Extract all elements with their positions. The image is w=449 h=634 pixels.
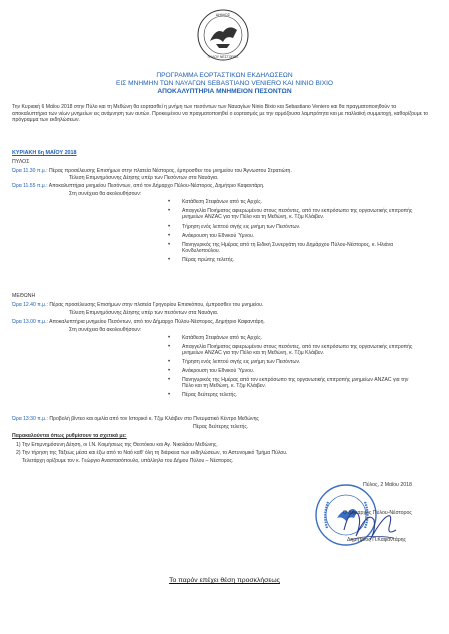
title-line-1: ΠΡΟΓΡΑΜΜΑ ΕΟΡΤΑΣΤΙΚΩΝ ΕΚΔΗΛΩΣΕΩΝ: [156, 72, 293, 79]
document-title: [0, 72, 449, 96]
place-date: Πύλος, 2 Μαΐου 2018: [363, 482, 412, 488]
list-item: • Ανάκρουση του Εθνικού Ύμνου.: [182, 368, 417, 374]
section-pylos-label: ΠΥΛΟΣ: [12, 159, 30, 165]
pylos-time-1130: [12, 168, 292, 174]
regulation-item: Τελετάρχη ορίζουμε τον κ. Γεώργιο Αναστασόπουλο, υπάλληλο του Δήμου Πύλου – Νέστορος.: [22, 458, 234, 464]
date-heading: ΚΥΡΙΑΚΗ 6η ΜΑΪΟΥ 2018: [12, 150, 77, 156]
footer-note: Το παρόν επέχει θέση προσκλήσεως: [169, 577, 280, 584]
signatory-role: Ο Δήμαρχος Πύλου-Νέστορος: [343, 510, 412, 516]
svg-text:ΔΗΜΟΣ: ΔΗΜΟΣ: [215, 12, 231, 17]
methoni-time-1240: [12, 302, 263, 308]
list-item: • Κατάθεση Στεφάνων από τις Αρχές.: [182, 199, 417, 205]
pylos-memorial-service: Τέλεση Επιμνημόσυνης Δέησης υπέρ των Πεσόντων στα Ναυάγια.: [69, 175, 219, 181]
time-label: Ώρα 11.55 π.μ.:: [12, 183, 48, 189]
time-label: Ώρα 13.00 π.μ.:: [12, 319, 48, 325]
time-label: Ώρα 13:30 π.μ.:: [12, 416, 48, 422]
event-text: Πέρας προσέλευσης Επισήμων στην πλατεία Γρηγορίου Επισκόπου, έμπροσθεν του μνημείου.: [49, 302, 264, 308]
methoni-closing: Πέρας δεύτερης τελετής.: [193, 424, 249, 430]
regulation-item: 1) Την Επιμνημόσυνη Δέηση, οι Ι.Ν. Κοιμήσεως της Θεοτόκου και Αγ. Νικολάου Μεθώνης.: [16, 442, 218, 448]
pylos-time-1155: [12, 183, 264, 189]
list-item: • Απαγγελία Ποιήματος αφιερωμένου στους πεσόντες, από τον εκπρόσωπο της οργανωτικής επιτροπής μνημείων ANZAC για την Πύλο και τη Μεθώνη, κ. Τζιμ Κλάιβεν.: [182, 208, 417, 220]
event-text: Αποκαλυπτήρια μνημείου Πεσόντων, από τον Δήμαρχο Πύλου-Νέστορος, Δημήτριο Καφαντάρη.: [49, 319, 265, 325]
time-label: Ώρα 12.40 π.μ.:: [12, 302, 48, 308]
signatory-name: Δημήτριος Π.Καφαντάρης: [347, 537, 407, 543]
list-item: • Τήρηση ενός λεπτού σιγής εις μνήμη των Πεσόντων.: [182, 224, 417, 230]
regulations-heading: Παρακαλούνται όπως ρυθμίσουν τα σχετικά με:: [12, 433, 127, 439]
title-line-3: ΑΠΟΚΑΛΥΠΤΗΡΙΑ ΜΝΗΜΕΙΟΝ ΠΕΣΟΝΤΩΝ: [157, 88, 292, 95]
list-item: • Πανηγυρικός της Ημέρας από τον εκπρόσωπο της οργανωτικής επιτροπής μνημείων ANZAC για την Πύλο και τη Μεθώνη, κ. Τζιμ Κλάιβεν.: [182, 377, 417, 389]
list-item: • Πανηγυρικός της Ημέρας από τη Ειδική Συνεργάτη του Δημάρχου Πύλου-Νέστορος, κ. Ηλιάνα Κονδυλοπούλου.: [182, 242, 417, 254]
list-item: • Πέρας πρώτης τελετής.: [182, 257, 417, 263]
methoni-follow-up: Στη συνέχεια θα ακολουθήσουν:: [69, 327, 142, 333]
regulation-item: 2) Την τήρηση της Τάξεως μέσα και έξω από το Ναό καθ' όλη τη διάρκεια των εκδηλώσεων, το Αστυνομικό Τμήμα Πύλου.: [16, 450, 288, 456]
title-line-2: ΕΙΣ ΜΝΗΜΗΝ ΤΩΝ ΝΑΥΑΓΩΝ SEBASTIANO VENIERO ΚΑΙ ΝΙΝΙΟ ΒΙΧΙΟ: [115, 80, 334, 87]
intro-paragraph: Την Κυριακή 6 Μαΐου 2018 στην Πύλο και τη Μεθώνη θα εορτασθεί η μνήμη των πεσόντων των Ναυαγίων Ninio Bixio και Sebastiano Veniero και θα πραγματοποιηθούν τα αποκαλυπτήρια των νέων μνημείων εις ανάμνηση των αυτών. Προκειμένου να πραγματοποιηθεί ο εορτασμός με την αρμόζουσα λαμπρότητα και με παλλαϊκή συμμετοχή, καθορίζουμε το πρόγραμμα των εκδηλώσεων.: [12, 104, 429, 124]
list-item: • Τήρηση ενός λεπτού σιγής εις μνήμη των Πεσόντων.: [182, 359, 417, 365]
time-label: Ώρα 11.30 π.μ.:: [12, 168, 48, 174]
list-item: • Πέρας δεύτερης τελετής.: [182, 392, 417, 398]
methoni-time-1330: [12, 416, 259, 422]
event-text: Αποκαλυπτήρια μνημείου Πεσόντων, από τον Δήμαρχο Πύλου-Νέστορος, Δημήτριο Καφαντάρη.: [48, 183, 265, 189]
event-text: Πέρας προσέλευσης Επισήμων στην πλατεία Νέστορος, έμπροσθεν του μνημείου του Άγνωστου Στρατιώτη.: [49, 168, 292, 174]
list-item: • Κατάθεση Στεφάνων από τις Αρχές.: [182, 335, 417, 341]
pylos-follow-up: Στη συνέχεια θα ακολουθήσουν:: [69, 191, 142, 197]
list-item: • Απαγγελία Ποιήματος αφιερωμένου στους πεσόντες, από τον εκπρόσωπο της οργανωτικής επιτροπής μνημείων ANZAC για την Πύλο και τη Μεθώνη, κ. Τζιμ Κλάιβεν.: [182, 344, 417, 356]
list-item: • Ανάκρουση του Εθνικού Ύμνου.: [182, 233, 417, 239]
svg-text:ΠΥΛΟΥ ΝΕΣΤΟΡΟΣ: ΠΥΛΟΥ ΝΕΣΤΟΡΟΣ: [207, 55, 239, 59]
event-text: Προβολή βίντεο και ομιλία από τον Ιστορικό κ. Τζιμ Κλάιβεν στο Πνευματικό Κέντρο Μεθώνης: [49, 416, 259, 422]
methoni-time-1300: [12, 319, 265, 325]
section-methoni-label: ΜΕΘΩΝΗ: [12, 293, 36, 299]
methoni-memorial-service: Τέλεση Επιμνημόσυνης Δέησης υπέρ των πεσόντων στα Ναυάγια.: [69, 310, 219, 316]
municipality-logo: [196, 8, 250, 62]
